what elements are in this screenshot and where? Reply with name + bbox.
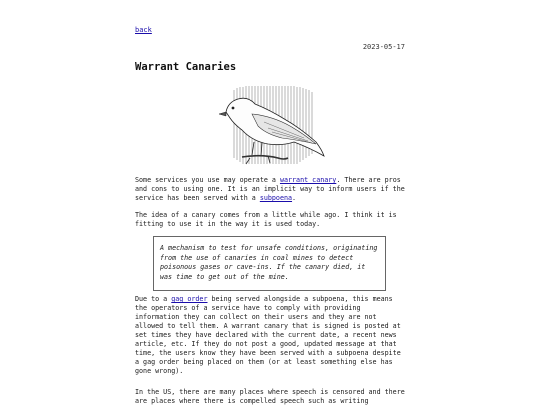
post-date: 2023-05-17 <box>362 43 405 51</box>
page-title: Warrant Canaries <box>135 61 237 73</box>
intro-text-start: Some services you use may operate a <box>135 176 280 184</box>
us-speech-paragraph: In the US, there are many places where speech is censored and there are places where there is compelled speech such as writing <box>135 388 405 405</box>
warrant-canary-link[interactable]: warrant canary <box>279 176 337 184</box>
gag-text-end: being served alongside a subpoena, this means the operators of a service have to comply with providing information they can collect on their users and they are not allowed to tell them. A warrant canary that is signed is posted at set times they have declared with the current date, a recent news article, etc. If they do not post a good, updated message at that time, the users know they have been served with a subpoena despite a gag order being placed on them (or at least something else has gone wrong). <box>135 295 401 375</box>
intro-text-end: . <box>292 194 297 202</box>
gag-order-paragraph <box>135 295 405 376</box>
subpoena-link[interactable]: subpoena <box>259 194 293 202</box>
gag-order-link[interactable]: gag order <box>171 295 208 303</box>
gag-text-start: Due to a <box>135 295 172 303</box>
definition-quote: A mechanism to test for unsafe conditions, originating from the use of canaries in coal mines to detect poisonous gases or cave-ins. If the canary died, it was time to get out of the mine. <box>153 236 386 291</box>
canary-illustration <box>212 84 328 171</box>
intro-paragraph <box>135 176 405 203</box>
intro-text-middle: . There are pros and cons to using one. It is an implicit way to inform users if the service has been served with a <box>135 176 405 202</box>
origin-paragraph: The idea of a canary comes from a little while ago. I think it is fitting to use it in the way it is used today. <box>135 211 397 228</box>
back-link[interactable]: back <box>135 26 152 34</box>
